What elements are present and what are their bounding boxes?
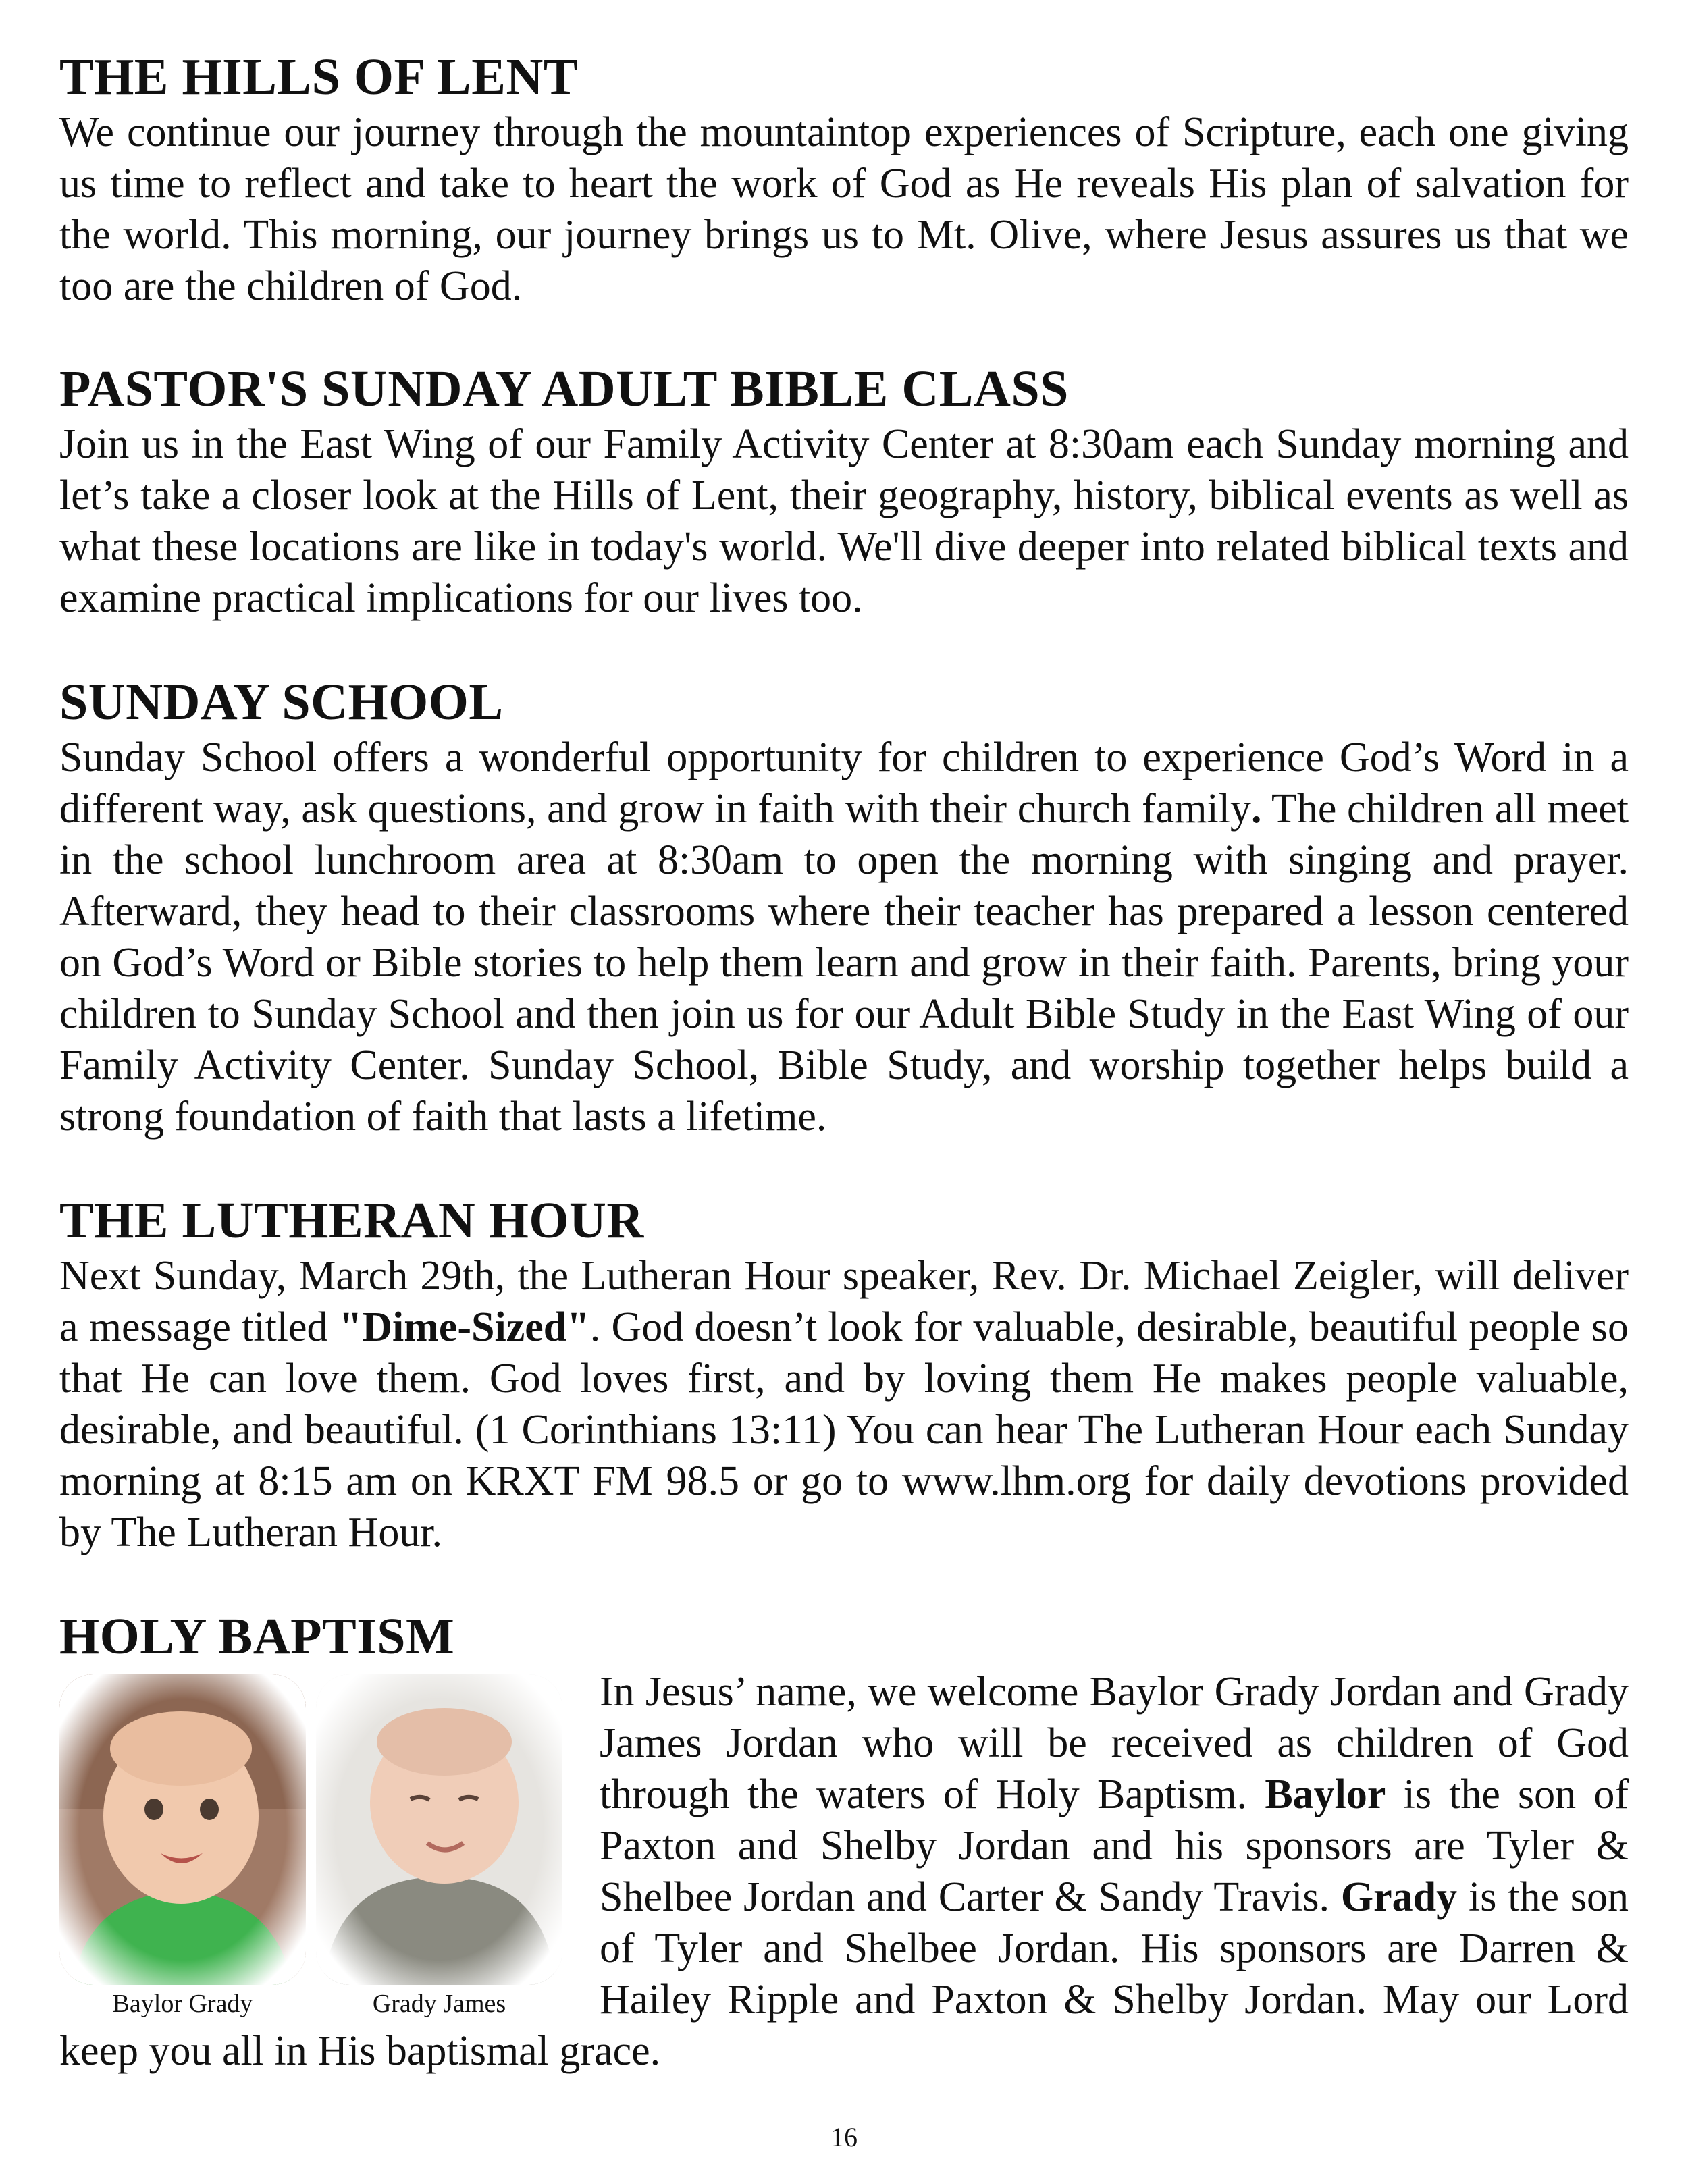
section-body: In Jesus’ name, we welcome Baylor Grady Jordan and Grady James Jordan who will be received as children of God through the waters of Holy Baptism. Baylor is the son of Paxton and Shelby Jordan and his sponsors are Tyler & Shelbee Jordan and Carter & Sandy Travis. Grady is the son of Tyler and Shelbee Jordan. His sponsors are Darren & Hailey Ripple and Paxton & Shelby Jordan. May our Lord keep you all in His baptismal grace. xyxy=(59,1669,1629,2074)
section-body: We continue our journey through the mountaintop experiences of Scripture, each one giving us time to reflect and take to heart the work of God as He reveals His plan of salvation for the world. This morning, our journey brings us to Mt. Olive, where Jesus assures us that we too are the children of God. xyxy=(59,109,1629,309)
section-holy-baptism xyxy=(59,1607,1629,2077)
photo-baylor-grady xyxy=(59,1674,306,1985)
section-lutheran-hour xyxy=(59,1191,1629,1558)
section-title: THE HILLS OF LENT xyxy=(59,49,579,105)
photo-grady-james xyxy=(316,1674,562,1985)
photo-caption: Grady James xyxy=(372,1990,506,2018)
baptism-photos xyxy=(59,1666,586,2024)
section-title: HOLY BAPTISM xyxy=(59,1608,455,1665)
section-title: THE LUTHERAN HOUR xyxy=(59,1192,644,1249)
section-sunday-school xyxy=(59,672,1629,1142)
page-content xyxy=(59,47,1629,2125)
section-body: Next Sunday, March 29th, the Lutheran Hour speaker, Rev. Dr. Michael Zeigler, will deliver a message titled "Dime-Sized". God doesn’t look for valuable, desirable, beautiful people so that He can love them. God loves first, and by loving them He makes people valuable, desirable, and beautiful. (1 Corinthians 13:11) You can hear The Lutheran Hour each Sunday morning at 8:15 am on KRXT FM 98.5 or go to www.lhm.org for daily devotions provided by The Lutheran Hour. xyxy=(59,1253,1629,1555)
page-number: 16 xyxy=(830,2122,858,2152)
section-hills-of-lent xyxy=(59,47,1629,312)
section-bible-class xyxy=(59,359,1629,624)
baptism-name: Grady xyxy=(1340,1874,1458,1920)
section-body: Sunday School offers a wonderful opportunity for children to experience God’s Word in a different way, ask questions, and grow in faith with their church family. The children all meet in the school lunchroom area at 8:30am to open the morning with singing and prayer. Afterward, they head to their classrooms where their teacher has prepared a lesson centered on God’s Word or Bible stories to help them learn and grow in their faith. Parents, bring your children to Sunday School and then join us for our Adult Bible Study in the East Wing of our Family Activity Center. Sunday School, Bible Study, and worship together helps build a strong foundation of faith that lasts a lifetime. xyxy=(59,735,1629,1140)
baptism-name: Baylor xyxy=(1265,1772,1386,1817)
message-title: "Dime-Sized" xyxy=(338,1304,590,1350)
section-body: Join us in the East Wing of our Family Activity Center at 8:30am each Sunday morning and let’s take a closer look at the Hills of Lent, their geography, history, biblical events as well as what these locations are like in today's world. We'll dive deeper into related biblical texts and examine practical implications for our lives too. xyxy=(59,421,1629,621)
photo-caption: Baylor Grady xyxy=(112,1990,253,2018)
section-title: SUNDAY SCHOOL xyxy=(59,674,504,730)
section-title: PASTOR'S SUNDAY ADULT BIBLE CLASS xyxy=(59,361,1069,417)
